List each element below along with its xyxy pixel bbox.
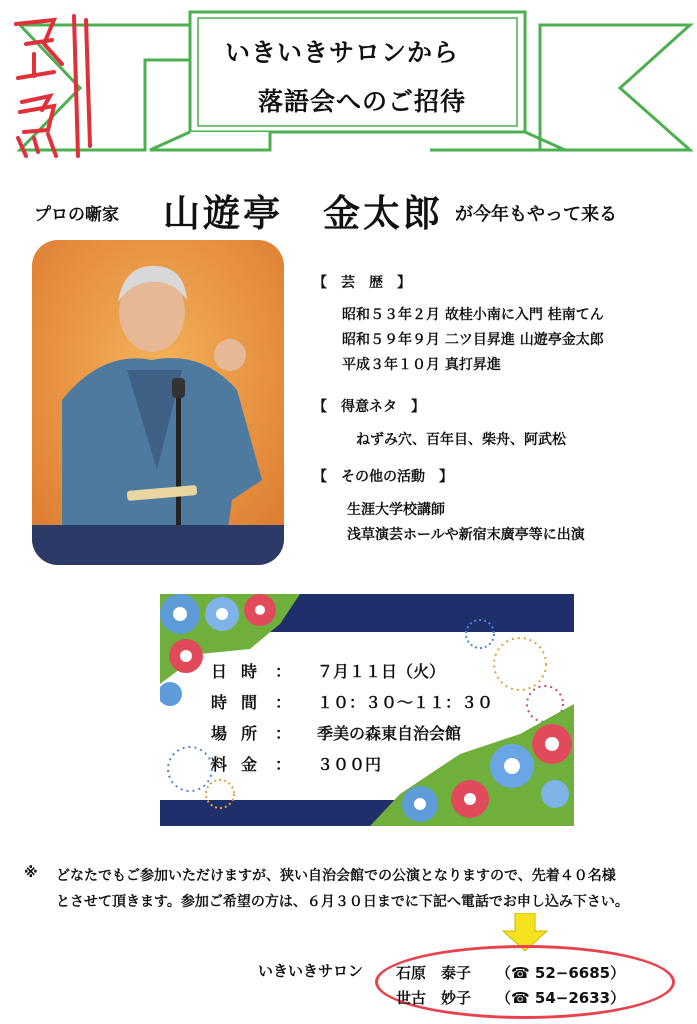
notice-deadline: ６月３０日まで xyxy=(306,894,405,910)
repertoire-list: ねずみ穴、百年目、柴舟、阿武松 xyxy=(356,432,566,448)
performer-photo xyxy=(32,240,284,565)
other-activity-line: 浅草演芸ホールや新宿末廣亭等に出演 xyxy=(347,527,585,543)
organizer-name: いきいきサロン xyxy=(258,962,364,980)
event-place-row xyxy=(211,721,461,744)
event-colon: ： xyxy=(275,693,292,712)
event-details-box xyxy=(160,594,574,826)
performer-name: 山遊亭 金太郎 xyxy=(163,192,443,235)
event-colon: ： xyxy=(275,662,292,681)
career-heading: 【 芸 歴 】 xyxy=(313,275,411,291)
other-activity-line: 生涯大学校講師 xyxy=(347,502,445,518)
event-label: 時間 xyxy=(211,693,272,712)
notice-text: に下記へ xyxy=(404,894,461,910)
contact-phone: （☎ 52−6685） xyxy=(496,964,626,982)
notice-text: どなたでもご参加いただけますが、狭い自治会館での公演となりますので、 xyxy=(56,868,532,884)
event-datetime-row xyxy=(211,659,445,682)
event-label: 料金 xyxy=(211,755,272,774)
notice-capacity: 先着４０名様 xyxy=(531,868,616,884)
event-colon: ： xyxy=(275,755,292,774)
headline-suffix: が今年もやって来る xyxy=(455,204,617,225)
event-colon: ： xyxy=(275,724,292,743)
notice-text: とさせて頂きます。参加ご希望の方は、 xyxy=(56,894,307,910)
career-line: 昭和５３年２月 故桂小南に入門 桂南てん xyxy=(342,307,604,323)
contact-name: 石原 泰子 xyxy=(396,964,472,982)
career-line: 平成３年１０月 真打昇進 xyxy=(342,357,501,373)
event-fee-value: ３００円 xyxy=(317,755,382,774)
notice-line2 xyxy=(56,891,629,911)
notice-mark: ※ xyxy=(24,865,38,881)
notice-line1 xyxy=(56,865,616,885)
banner-title-line2: 落語会へのご招待 xyxy=(258,87,467,116)
event-fee-row xyxy=(211,752,381,775)
event-label: 場所 xyxy=(211,724,272,743)
banner-title-line1: いきいきサロンから xyxy=(225,38,460,67)
event-time-value: １０：３０〜１１：３０ xyxy=(317,693,494,712)
headline-prefix: プロの噺家 xyxy=(34,205,119,225)
event-date-value: ７月１１日（火） xyxy=(317,662,446,681)
contact-name: 世古 妙子 xyxy=(396,989,472,1007)
urgent-handwritten-mark-icon xyxy=(4,6,99,166)
event-time-row xyxy=(211,690,493,713)
career-line: 昭和５９年９月 二ツ目昇進 山遊亭金太郎 xyxy=(342,332,604,348)
notice-text: でお申し込み下さい。 xyxy=(488,894,629,910)
notice-phone-word: 電話 xyxy=(460,894,489,910)
repertoire-heading: 【 得意ネタ 】 xyxy=(313,399,425,415)
contact-phone: （☎ 54−2633） xyxy=(496,989,626,1007)
event-label: 日時 xyxy=(211,662,272,681)
other-activities-heading: 【 その他の活動 】 xyxy=(313,469,453,485)
event-place-value: 季美の森東自治会館 xyxy=(317,724,462,743)
